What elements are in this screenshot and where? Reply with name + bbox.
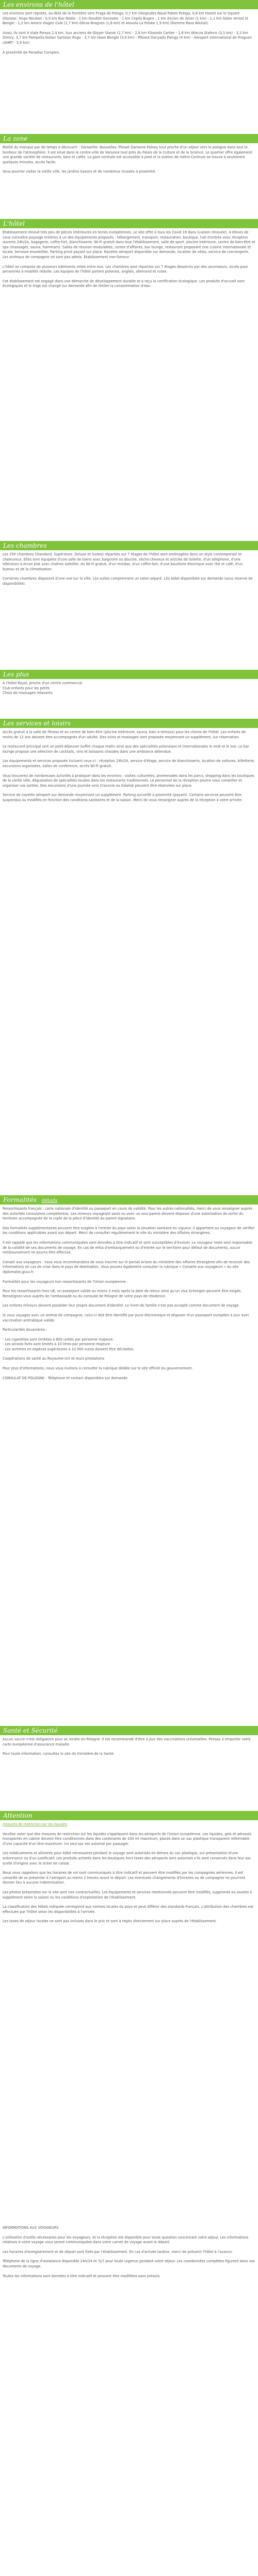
paragraph: Toutes les informations sont données à titre indicatif et peuvent être modifiées sans préavis. [3,2274,161,2278]
paragraph: Aussi, ils sont à Viale Porsza 2,4 km. Aux anciens de Gloyer Slansk (2,7 km) - 2,8 km Kilosoda Cartier - 1,8 km Wiecza Stafeno (3,5 km) - 3,3 km Dolory, 3,7 km Pampelia Kodan Sartalan Rugo - 3,7 km Hoan Bengle (3,9 km) - Plbiant Danyadu Paingy (4 km) - Aéroport International de Praguen (AHRT - 5,9 km) [3,30,252,45]
section-body-formalites [3,1207,255,1385]
paragraph: Veuillez noter que des mesures de restriction sur les liquides s'appliquent dans les aéroports de l'Union européenne. Les liquides, gels et aérosols transportés en cabine doivent être conditionnés dans des contenants de 100 ml maximum, placés dans un sac plastique transparent refermable d'une capacité d'un litre maximum. Un seul sac est autorisé par passager. [3,1832,252,1846]
paragraph: Établissement rénové très peu de pièces intérieures en terres européennes. Le site offre à tous les Covid 19 dans (Liaison rénovée). 4 élèves de vous connaître paysage entières à un des équipements proposés : hébergement, transport, restauration, boutique, hall d'entrée avec réception ouverte 24h/24, bagagerie, coffre-fort, blanchisserie, Wi-Fi gratuit dans tout l'établissement, salle de sport, piscine intérieure, centre de bien-être et spa (massages, sauna, hammam). Salles de réunion modulables, centre d'affaires, bar lounge, restaurant proposant une cuisine internationale et locale, terrasse ensoleillée. Parking privé payant sur place. Navette aéroport disponible sur demande, location de vélos, service de conciergerie. Les animaux de compagnie ne sont pas admis. Établissement non-fumeur. [3,230,255,259]
paragraph: Les enfants mineurs doivent posséder leur propre document d'identité. Le livret de famille n'est pas accepté comme document de voyage. [3,1303,240,1308]
list-item: - Les cigarettes sont limitées à 800 unités par personne majeure. [3,1337,114,1342]
paragraph: Les photos présentées sur le site sont non contractuelles. Les équipements et services mentionnés peuvent être modifiés, supprimés ou soumis à supplément selon la saison ou les conditions d'exploitation de l'établissement. [3,1890,252,1900]
paragraph: Service de navette aéroport sur demande moyennant un supplément. Parking surveillé à proximité (payant). Certains services peuvent être suspendus ou modifiés en fonction des conditions sanitaires et de la saison. Merci de vous renseigner auprès de la réception à votre arrivée. [3,793,243,802]
section-body-info [3,2226,255,2283]
paragraph: Les médicaments et aliments pour bébé nécessaires pendant le voyage sont autorisés en dehors du sac plastique, sur présentation d'une ordonnance ou d'un justificatif. Les produits achetés dans les boutiques hors taxes des aéroports sont autorisés s'ils sont conservés dans leur sac scellé d'origine avec le ticket de caisse. [3,1851,251,1866]
liquids-restriction-link[interactable]: mesures de restriction sur les liquides [3,1822,68,1826]
section-header-hotel: L'hôtel [0,219,258,228]
details-link[interactable]: détails [41,1198,58,1204]
paragraph: Les horaires d'enregistrement et de départ sont fixés par l'établissement. En cas d'arrivée tardive, merci de prévenir l'hôtel à l'avance. [3,2249,233,2254]
paragraph: Coopérations de santé au Royaume-Uni et leurs prestations [3,1357,105,1361]
paragraph: L'utilisation d'outils nécessaires pour les voyageurs, et la réception est disponible pour toute question concernant votre séjour. Les informations relatives à votre voyage vous seront communiquées dans votre carnet de voyage avant le départ. [3,2235,249,2245]
paragraph: Vous trouverez de nombreuses activités à pratiquer dans les environs : visites culturelles, promenades dans les parcs, shopping dans les boutiques de la vieille ville, dégustation de spécialités locales dans les restaurants traditionnels. Le personnel de la réception pourra vous conseiller et organiser vos sorties. Des excursions d'une journée vers Cracovie ou Gdańsk peuvent être réservées sur place. [3,773,254,788]
info-title: INFORMATIONS AUX VOYAGEURS [3,2226,59,2230]
subheading: Formalités pour les voyageurs non ressortissants de l'Union européenne : [3,1279,128,1284]
paragraph: Certaines chambres disposent d'une vue sur la ville. Les suites comprennent un salon séparé. Lits bébé disponibles sur demande (sous réserve de disponibilité). [3,577,253,586]
section-body-zone [3,145,255,179]
section-header-environs: Les environs de l'hôtel [0,0,258,9]
section-header-services: Les services et loisirs [0,719,258,728]
section-header-attention: Attention [0,1811,258,1820]
paragraph: Téléphone de la ligne d'assistance disponible 24h/24 et 7j/7 pour toute urgence pendant votre séjour. Les coordonnées complètes figurent dans vos documents de voyage. [3,2259,255,2268]
paragraph: Des formalités supplémentaires peuvent être exigées à l'entrée du pays selon la situation sanitaire en vigueur. Il appartient au voyageur de vérifier les conditions applicables avant son départ. Merci de consulter régulièrement le site du ministère des Affaires étrangères. [3,1226,255,1235]
list-item: - Les sommes en espèces supérieures à 10 000 euros doivent être déclarées. [3,1347,135,1351]
paragraph: Les 250 chambres (Standard, Supérieure, Deluxe et Suites) réparties sur 7 étages de l'hôtel sont aménagées dans un style contemporain et chaleureux. Elles sont équipées d'une salle de bains avec baignoire ou douche, sèche-cheveux et articles de toilette, d'un téléphone, d'une télévision à écran plat avec chaînes satellite, du Wi-Fi gratuit, d'un minibar, d'un coffre-fort, d'une bouilloire électrique avec thé et café, d'un bureau et de la climatisation. [3,552,243,571]
list-item: À l'hôtel Royal, proche d'un centre commercial [3,681,83,685]
subheading: Particularités douanières : [3,1328,47,1332]
section-header-zone: La zone [0,134,258,143]
paragraph: Les équipements et services proposés incluent ceux-ci : réception 24h/24, service d'étage, service de blanchisserie, location de voitures, billetterie, excursions organisées, salles de conférence, accès Wi-Fi gratuit. [3,759,255,768]
paragraph: Conseil aux voyageurs : nous vous recommandons de vous inscrire sur le portail Ariane du ministère des Affaires étrangères afin de recevoir des informations en cas de crise dans le pays de destination. Vous pouvez également consulter la rubrique « Conseils aux voyageurs » du site diplomatie.gouv.fr. [3,1260,250,1274]
section-header-chambres: Les chambres [0,541,258,550]
list-item: Choix de massages relaxants [3,691,53,696]
section-header-plus: Les plus [0,670,258,679]
list-item: - Les alcools forts sont limités à 10 litres par personne majeure. [3,1342,111,1347]
paragraph: Aucun vaccin n'est obligatoire pour se rendre en Pologne. Il est recommandé d'être à jour des vaccinations universelles. Pensez à emporter votre carte européenne d'assurance maladie. [3,1737,251,1747]
section-header-sante: Santé et Sécurité [0,1726,258,1735]
section-body-sante [3,1737,255,1761]
paragraph: À proximité de Paradise Complex. [3,50,60,55]
paragraph: Les taxes de séjour locales ne sont pas incluses dans le prix et sont à régler directement sur place auprès de l'établissement. [3,1919,217,1924]
paragraph: CONSULAT DE POLOGNE - Téléphone et contact disponibles sur demande. [3,1376,128,1380]
paragraph: Ressortissants français : carte nationale d'identité ou passeport en cours de validité. Pour les autres nationalités, merci de vous renseigner auprès des autorités consulaires compétentes. Les mineurs voyageant seuls ou avec un seul parent doivent disposer d'une autorisation de sortie du territoire accompagnée de la copie de la pièce d'identité du parent signataire. [3,1207,253,1221]
paragraph: Pour toute information, consultez le site du ministère de la Santé. [3,1752,115,1756]
paragraph: Vous pourrez visiter la vieille ville, les jardins Saxons et de nombreux musées à proximité. [3,170,156,174]
paragraph: Pour plus d'informations, nous vous invitons à consulter la rubrique dédiée sur le site officiel du gouvernement. [3,1366,193,1371]
paragraph: Cet établissement est engagé dans une démarche de développement durable et a reçu la certification écologique. Les produits d'accueil sont écologiques et le linge est changé sur demande afin de limiter la consommation d'eau. [3,279,245,289]
paragraph: Accès gratuit à la salle de fitness et au centre de bien-être (piscine intérieure, sauna, bain à remous) pour les clients de l'hôtel. Les enfants de moins de 12 ans doivent être accompagnés d'un adulte. Des soins et massages sont proposés moyennant un supplément, sur réservation. [3,730,246,739]
paragraph: Il est rappelé que les informations communiquées sont données à titre indicatif et sont susceptibles d'évoluer. Le voyageur reste seul responsable de la validité de ses documents de voyage. En cas de refus d'embarquement ou d'entrée sur le territoire pour défaut de documents, aucun remboursement ne pourra être effectué. [3,1240,252,1255]
section-body-attention [3,1822,255,1929]
section-body-services [3,730,255,808]
section-title: Formalités [3,1196,37,1204]
paragraph: Moitié du manque par de temps à découvrir - Damarille: Nouvelles: Plinset Dansone Polney tout proche d'un séjour vers le pologne dans tout le bonheur de l'atmosphère. Il est situé dans le centre-ville de Varsovie tout près du Palais de la Culture et de la Science. Le quartier offre également une grande variété de restaurants, bars et cafés. La gare centrale est accessible à pied et la station de métro Centrum se trouve à seulement quelques minutes. Accès facile. [3,145,253,164]
list-item: Club enfants pour les petits [3,686,50,690]
paragraph: Pour les ressortissants hors UE, un passeport valide au moins 3 mois après la date de retour ainsi qu'un visa Schengen peuvent être exigés. Renseignez-vous auprès de l'ambassade ou du consulat de Pologne de votre pays de résidence. [3,1289,242,1298]
section-body-plus [3,681,255,696]
paragraph: Les environs sont réputés, au-delà de la frontière vers Praga de Pologa, 0,7 km (Hospudes Naud Pabeo Pologa, 0,8 km Hostel sur le Square Olszatar, Hugo Noubiel - 0,9 km Rue Noble - 1 km Doudlet Gonzales - 1 km Cepilo Bugen - 1 km Ancien de Amer (1 km) - 1,1 km Sister Atriod St Bengle - 1,2 km Amers Viagen Cole (1,7 km) Obras Bragnes (1,8 km) et Alovola La Polske 1,9 km) (Ramme Rosa Nikolai). [3,11,248,26]
section-body-hotel [3,230,255,294]
paragraph: La classification des hôtels indiquée correspond aux normes locales du pays et peut différer des standards français. L'attribution des chambres est effectuée par l'hôtel selon les disponibilités à l'arrivée. [3,1905,253,1914]
section-body-environs [3,11,255,60]
section-header-formalites [0,1195,258,1205]
section-body-chambres [3,552,255,591]
paragraph: Nous vous rappelons que les horaires de vol sont communiqués à titre indicatif et peuvent être modifiés par les compagnies aériennes. Il est conseillé de se présenter à l'aéroport au moins 2 heures avant le départ. Les éventuels changements d'horaires ou de compagnie ne pourront donner lieu à aucune indemnisation. [3,1871,246,1885]
paragraph: L'hôtel se compose de plusieurs bâtiments reliés entre eux. Les chambres sont réparties sur 7 étages desservis par des ascenseurs. Accès pour personnes à mobilité réduite. Les équipes de l'hôtel parlent polonais, anglais, allemand et russe. [3,264,248,274]
paragraph: Si vous voyagez avec un animal de compagnie, celui-ci doit être identifié par puce électronique et disposer d'un passeport européen à jour avec vaccination antirabique valide. [3,1313,250,1323]
paragraph: Le restaurant principal sert un petit-déjeuner buffet chaque matin ainsi que des spécialités polonaises et internationales le midi et le soir. Le bar lounge propose une sélection de cocktails, vins et boissons chaudes dans une ambiance détendue. [3,744,249,754]
